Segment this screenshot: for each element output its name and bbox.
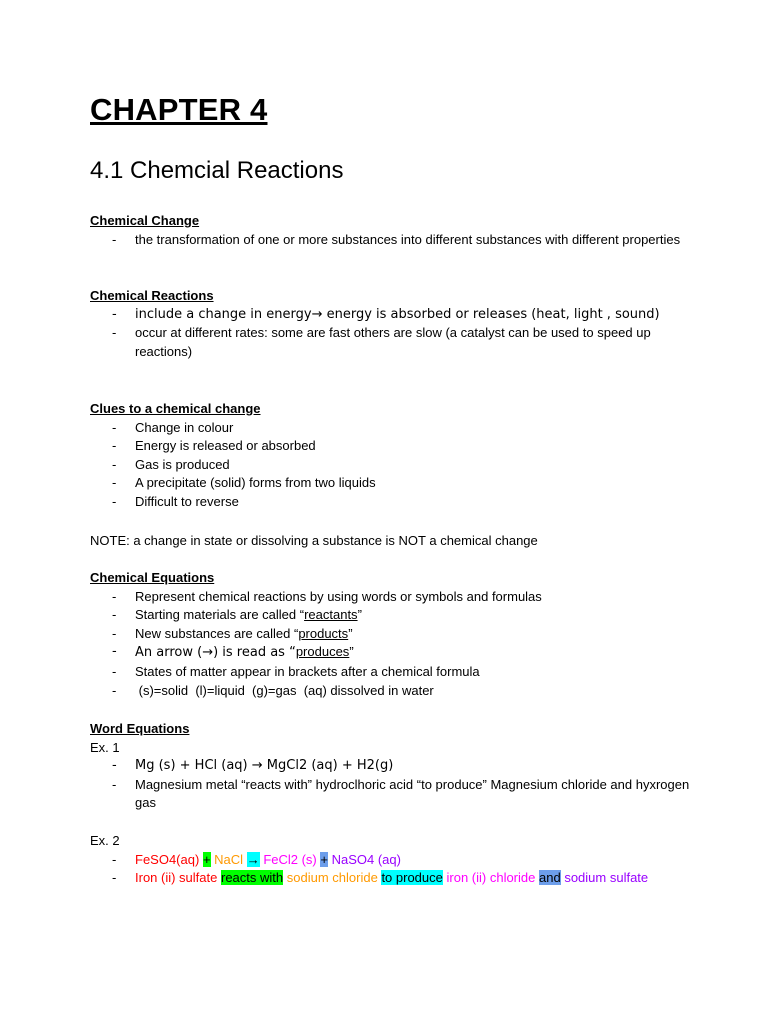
clues-list <box>90 419 690 512</box>
list-item: - the transformation of one or more substances into different substances with different properties <box>90 231 690 250</box>
chemical-reactions-heading: Chemical Reactions <box>90 288 214 303</box>
list-item: - Mg (s) + HCl (aq) → MgCl2 (aq) + H2(g) <box>90 757 690 776</box>
product-2-formula: NaSO4 (aq) <box>331 851 401 867</box>
list-item: - occur at different rates: some are fast others are slow (a catalyst can be used to speed up reactions) <box>90 324 690 361</box>
list-item <box>90 606 690 625</box>
example-1-list <box>90 757 690 813</box>
list-item: - Magnesium metal “reacts with” hydroclhoric acid “to produce” Magnesium chloride and hyxrogen gas <box>90 776 690 813</box>
to-produce-phrase: to produce <box>381 870 443 886</box>
example-2-label: Ex. 2 <box>90 833 120 848</box>
plus-sign: + <box>202 851 211 867</box>
reactant-2-formula: NaCl <box>214 851 244 867</box>
item-text: New substances are called “ <box>135 625 299 641</box>
list-item: - States of matter appear in brackets after a chemical formula <box>90 663 690 682</box>
list-item <box>90 869 690 888</box>
product-1-word: iron (ii) chloride <box>446 870 536 886</box>
list-item <box>90 625 690 644</box>
chemical-change-heading: Chemical Change <box>90 213 200 228</box>
plus-sign: + <box>320 851 328 867</box>
arrow-sign: → <box>246 851 260 867</box>
reactant-1-word: Iron (ii) sulfate <box>135 870 218 886</box>
reactant-1-formula: FeSO4(aq) <box>135 851 200 867</box>
product-2-word: sodium sulfate <box>564 870 649 886</box>
item-text: ” <box>357 607 362 623</box>
list-item: - A precipitate (solid) forms from two liquids <box>90 474 690 493</box>
section-title: 4.1 Chemcial Reactions <box>90 157 344 184</box>
reactant-2-word: sodium chloride <box>286 870 378 886</box>
list-item: - Change in colour <box>90 419 690 438</box>
list-item: - Energy is released or absorbed <box>90 437 690 456</box>
products-term: products <box>298 625 349 641</box>
list-item: - Gas is produced <box>90 456 690 475</box>
item-text: An arrow (→) is read as “ <box>135 645 296 661</box>
item-text: Starting materials are called “ <box>135 607 305 623</box>
reactants-term: reactants <box>304 607 358 623</box>
chemical-reactions-section <box>90 287 690 361</box>
list-item <box>90 851 690 870</box>
list-item: - Difficult to reverse <box>90 493 690 512</box>
item-text: ” <box>349 644 354 660</box>
reacts-with-phrase: reacts with <box>221 870 284 886</box>
chemical-change-section <box>90 212 690 249</box>
and-word: and <box>539 870 561 886</box>
item-text: ” <box>348 625 353 641</box>
list-item: - (s)=solid (l)=liquid (g)=gas (aq) dissolved in water <box>90 682 690 701</box>
product-1-formula: FeCl2 (s) <box>263 851 317 867</box>
list-item <box>90 643 690 663</box>
word-equations-heading: Word Equations <box>90 721 190 736</box>
example-2-section <box>90 832 690 888</box>
chemical-equations-list <box>90 588 690 701</box>
example-2-list <box>90 851 690 888</box>
chemical-change-list <box>90 231 690 250</box>
clues-heading: Clues to a chemical change <box>90 401 261 416</box>
example-1-label: Ex. 1 <box>90 739 120 755</box>
chemical-equations-section <box>90 569 690 700</box>
chemical-reactions-list <box>90 306 690 362</box>
produces-term: produces <box>295 644 350 660</box>
chemical-equations-heading: Chemical Equations <box>90 570 215 585</box>
word-equations-section <box>90 720 690 813</box>
list-item: - Represent chemical reactions by using words or symbols and formulas <box>90 588 690 607</box>
chapter-title: CHAPTER 4 <box>90 92 268 127</box>
note-text: NOTE: a change in state or dissolving a substance is NOT a chemical change <box>90 533 538 548</box>
list-item: - include a change in energy→ energy is absorbed or releases (heat, light , sound) <box>90 306 690 325</box>
clues-section <box>90 400 690 512</box>
